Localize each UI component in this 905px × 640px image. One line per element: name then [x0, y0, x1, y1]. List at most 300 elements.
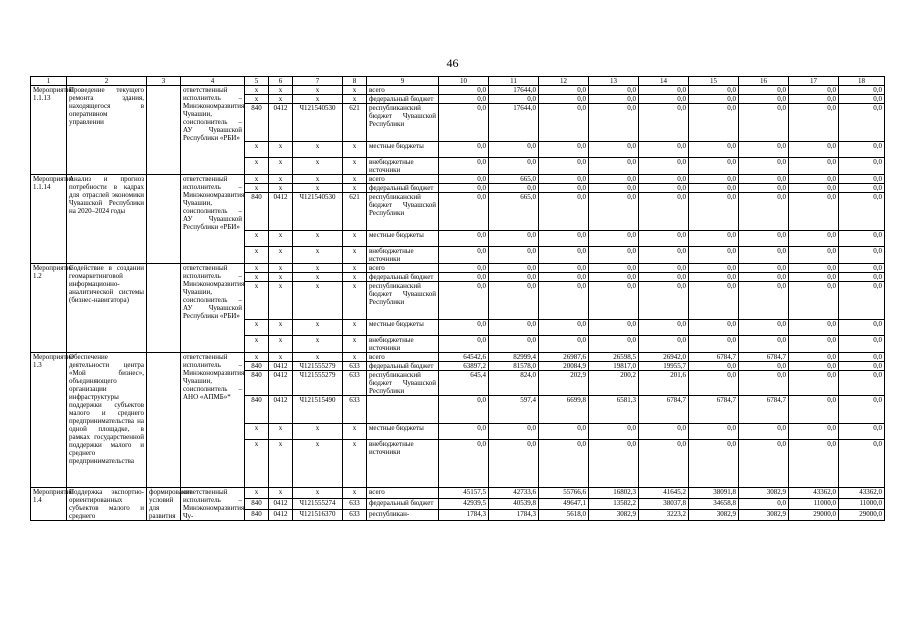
amount-cell: 0,0 — [689, 193, 739, 231]
amount-cell: 0,0 — [639, 336, 689, 353]
amount-cell: 0,0 — [589, 158, 639, 175]
amount-cell: 0,0 — [789, 193, 839, 231]
amount-cell: 0,0 — [639, 86, 689, 95]
expense-type-code: x — [343, 282, 367, 320]
expense-type-code: x — [343, 247, 367, 264]
expense-type-code: 633 — [343, 362, 367, 371]
expense-type-code: 633 — [343, 371, 367, 396]
measure-goal: формирование условий для развития — [147, 488, 181, 521]
measure-name: Обеспечение деятельности центра «Мой бизнес», объединяющего организации инфраструктуры поддержки субъектов малого и среднего предпринимательства на одной площадке, в рамках государственной поддержки малого и среднего предпринимательства — [67, 353, 147, 488]
header-cell: 5 — [245, 77, 269, 86]
amount-cell: 0,0 — [589, 336, 639, 353]
amount-cell: 0,0 — [439, 440, 489, 488]
amount-cell: 0,0 — [789, 247, 839, 264]
funding-source: федеральный бюджет — [367, 362, 439, 371]
amount-cell: 0,0 — [639, 142, 689, 158]
amount-cell: 0,0 — [539, 424, 589, 440]
amount-cell: 645,4 — [439, 371, 489, 396]
amount-cell: 0,0 — [439, 95, 489, 104]
header-cell: 15 — [689, 77, 739, 86]
amount-cell: 0,0 — [689, 247, 739, 264]
section-code: x — [269, 424, 293, 440]
amount-cell: 19955,7 — [639, 362, 689, 371]
amount-cell: 0,0 — [639, 273, 689, 282]
grbs-code: x — [245, 247, 269, 264]
expense-type-code: 621 — [343, 193, 367, 231]
amount-cell: 0,0 — [839, 184, 885, 193]
amount-cell: 0,0 — [789, 396, 839, 424]
grbs-code: x — [245, 175, 269, 184]
amount-cell: 0,0 — [839, 273, 885, 282]
amount-cell: 0,0 — [539, 104, 589, 142]
grbs-code: x — [245, 282, 269, 320]
section-code: 0412 — [269, 362, 293, 371]
amount-cell: 0,0 — [589, 193, 639, 231]
measure-executor: ответственный исполнитель – Минэкономразвития Чувашии, соисполнитель – АУ Чувашской Республики «РБИ» — [181, 264, 245, 353]
table-row — [31, 86, 885, 95]
amount-cell: 0,0 — [489, 231, 539, 247]
amount-cell: 34658,8 — [689, 499, 739, 510]
amount-cell: 0,0 — [689, 273, 739, 282]
table-row — [31, 264, 885, 273]
amount-cell: 42939,5 — [439, 499, 489, 510]
header-cell: 11 — [489, 77, 539, 86]
amount-cell: 0,0 — [439, 396, 489, 424]
amount-cell: 0,0 — [789, 175, 839, 184]
amount-cell: 0,0 — [589, 104, 639, 142]
target-article-code: x — [293, 440, 343, 488]
amount-cell: 19817,0 — [589, 362, 639, 371]
funding-source: федеральный бюджет — [367, 184, 439, 193]
expense-type-code: x — [343, 184, 367, 193]
section-code: x — [269, 184, 293, 193]
grbs-code: 840 — [245, 193, 269, 231]
expense-type-code: 621 — [343, 104, 367, 142]
section-code: x — [269, 264, 293, 273]
amount-cell: 45157,5 — [439, 488, 489, 499]
amount-cell: 0,0 — [439, 104, 489, 142]
section-code: 0412 — [269, 104, 293, 142]
amount-cell: 0,0 — [439, 264, 489, 273]
amount-cell: 0,0 — [589, 273, 639, 282]
page-number: 46 — [446, 56, 459, 70]
measure-executor: ответственный исполнитель – Минэкономразвития Чувашии, соисполнитель – АУ Чувашской Республики «РБИ» — [181, 175, 245, 264]
target-article-code: Ч121515490 — [293, 396, 343, 424]
amount-cell: 0,0 — [589, 231, 639, 247]
amount-cell: 0,0 — [489, 184, 539, 193]
amount-cell: 597,4 — [489, 396, 539, 424]
target-article-code: x — [293, 336, 343, 353]
grbs-code: x — [245, 353, 269, 362]
amount-cell: 0,0 — [689, 371, 739, 396]
amount-cell: 0,0 — [789, 440, 839, 488]
grbs-code: 840 — [245, 396, 269, 424]
amount-cell: 3082,9 — [689, 510, 739, 521]
amount-cell: 0,0 — [489, 247, 539, 264]
budget-table — [30, 76, 885, 521]
amount-cell: 0,0 — [539, 320, 589, 336]
amount-cell: 0,0 — [439, 158, 489, 175]
amount-cell: 0,0 — [739, 371, 789, 396]
amount-cell: 0,0 — [689, 104, 739, 142]
funding-source: внебюджетные источники — [367, 247, 439, 264]
grbs-code: x — [245, 336, 269, 353]
measure-executor: ответственный исполнитель – Минэкономразвития Чу- — [181, 488, 245, 521]
target-article-code: x — [293, 353, 343, 362]
amount-cell: 0,0 — [839, 353, 885, 362]
section-code: x — [269, 142, 293, 158]
header-row — [31, 77, 885, 86]
amount-cell: 0,0 — [839, 320, 885, 336]
measure-name: Анализ и прогноз потребности в кадрах для отраслей экономики Чувашской Республики на 2020–2024 годы — [67, 175, 147, 264]
expense-type-code: x — [343, 158, 367, 175]
section-code: x — [269, 273, 293, 282]
amount-cell: 0,0 — [739, 264, 789, 273]
section-code: x — [269, 440, 293, 488]
measure-code: Мероприятие 1.4 — [31, 488, 67, 521]
funding-source: всего — [367, 264, 439, 273]
target-article-code: x — [293, 231, 343, 247]
expense-type-code: x — [343, 175, 367, 184]
amount-cell: 0,0 — [489, 273, 539, 282]
amount-cell: 0,0 — [539, 175, 589, 184]
funding-source: всего — [367, 175, 439, 184]
amount-cell: 3082,9 — [739, 488, 789, 499]
target-article-code: x — [293, 320, 343, 336]
measure-name: Содействие в создании геомаркетинговой информационно-аналитической системы (бизнес-навигатора) — [67, 264, 147, 353]
target-article-code: Ч121540530 — [293, 193, 343, 231]
funding-source: всего — [367, 488, 439, 499]
section-code: x — [269, 336, 293, 353]
target-article-code: Ч121516370 — [293, 510, 343, 521]
section-code: x — [269, 353, 293, 362]
amount-cell: 0,0 — [739, 95, 789, 104]
amount-cell: 0,0 — [689, 86, 739, 95]
amount-cell: 0,0 — [639, 424, 689, 440]
grbs-code: 840 — [245, 499, 269, 510]
target-article-code: Ч121555279 — [293, 371, 343, 396]
amount-cell: 202,9 — [539, 371, 589, 396]
funding-source: местные бюджеты — [367, 142, 439, 158]
expense-type-code: 633 — [343, 396, 367, 424]
amount-cell: 64542,6 — [439, 353, 489, 362]
amount-cell: 0,0 — [739, 184, 789, 193]
amount-cell: 200,2 — [589, 371, 639, 396]
amount-cell: 0,0 — [839, 362, 885, 371]
amount-cell: 41645,2 — [639, 488, 689, 499]
grbs-code: x — [245, 424, 269, 440]
amount-cell: 0,0 — [839, 142, 885, 158]
section-code: x — [269, 320, 293, 336]
grbs-code: x — [245, 273, 269, 282]
amount-cell: 0,0 — [689, 142, 739, 158]
amount-cell: 0,0 — [739, 86, 789, 95]
funding-source — [367, 396, 439, 424]
amount-cell: 42733,6 — [489, 488, 539, 499]
funding-source: местные бюджеты — [367, 424, 439, 440]
amount-cell: 0,0 — [839, 371, 885, 396]
header-cell: 13 — [589, 77, 639, 86]
section-code: x — [269, 231, 293, 247]
grbs-code: 840 — [245, 362, 269, 371]
amount-cell: 0,0 — [689, 336, 739, 353]
amount-cell: 0,0 — [539, 142, 589, 158]
section-code: 0412 — [269, 371, 293, 396]
amount-cell: 0,0 — [639, 264, 689, 273]
amount-cell: 0,0 — [489, 95, 539, 104]
section-code: x — [269, 247, 293, 264]
amount-cell: 0,0 — [689, 158, 739, 175]
expense-type-code: x — [343, 231, 367, 247]
amount-cell: 0,0 — [839, 396, 885, 424]
amount-cell: 0,0 — [589, 320, 639, 336]
expense-type-code: x — [343, 273, 367, 282]
funding-source: всего — [367, 353, 439, 362]
amount-cell: 0,0 — [739, 231, 789, 247]
amount-cell: 0,0 — [789, 95, 839, 104]
header-cell: 4 — [181, 77, 245, 86]
amount-cell: 0,0 — [639, 282, 689, 320]
grbs-code: x — [245, 488, 269, 499]
amount-cell: 0,0 — [739, 499, 789, 510]
amount-cell: 3082,9 — [589, 510, 639, 521]
target-article-code: x — [293, 264, 343, 273]
grbs-code: x — [245, 184, 269, 193]
grbs-code: 840 — [245, 104, 269, 142]
amount-cell: 0,0 — [589, 424, 639, 440]
amount-cell: 0,0 — [839, 158, 885, 175]
amount-cell: 0,0 — [739, 158, 789, 175]
amount-cell: 17644,0 — [489, 104, 539, 142]
amount-cell: 0,0 — [539, 158, 589, 175]
funding-source: республикан- — [367, 510, 439, 521]
expense-type-code: x — [343, 336, 367, 353]
funding-source: местные бюджеты — [367, 231, 439, 247]
header-cell: 6 — [269, 77, 293, 86]
amount-cell: 0,0 — [789, 142, 839, 158]
expense-type-code: x — [343, 440, 367, 488]
amount-cell: 0,0 — [689, 362, 739, 371]
section-code: 0412 — [269, 510, 293, 521]
amount-cell: 6784,7 — [739, 353, 789, 362]
amount-cell: 0,0 — [689, 95, 739, 104]
amount-cell: 0,0 — [489, 282, 539, 320]
amount-cell: 43362,0 — [839, 488, 885, 499]
amount-cell: 0,0 — [639, 104, 689, 142]
amount-cell: 1784,3 — [439, 510, 489, 521]
amount-cell: 0,0 — [489, 142, 539, 158]
amount-cell: 0,0 — [439, 282, 489, 320]
funding-source: внебюджетные источники — [367, 440, 439, 488]
target-article-code: Ч121555274 — [293, 499, 343, 510]
amount-cell: 0,0 — [789, 371, 839, 396]
measure-goal — [147, 86, 181, 175]
amount-cell: 0,0 — [589, 175, 639, 184]
target-article-code: x — [293, 424, 343, 440]
table-row — [31, 488, 885, 499]
header-cell: 9 — [367, 77, 439, 86]
amount-cell: 665,0 — [489, 175, 539, 184]
amount-cell: 0,0 — [589, 440, 639, 488]
amount-cell: 0,0 — [839, 440, 885, 488]
grbs-code: x — [245, 231, 269, 247]
amount-cell: 40539,8 — [489, 499, 539, 510]
expense-type-code: x — [343, 488, 367, 499]
amount-cell: 29000,0 — [839, 510, 885, 521]
amount-cell: 0,0 — [689, 282, 739, 320]
header-cell: 17 — [789, 77, 839, 86]
amount-cell: 0,0 — [639, 95, 689, 104]
grbs-code: 840 — [245, 371, 269, 396]
grbs-code: x — [245, 264, 269, 273]
amount-cell: 0,0 — [539, 264, 589, 273]
amount-cell: 0,0 — [589, 282, 639, 320]
amount-cell: 0,0 — [439, 193, 489, 231]
amount-cell: 0,0 — [839, 86, 885, 95]
target-article-code: x — [293, 86, 343, 95]
amount-cell: 0,0 — [539, 86, 589, 95]
amount-cell: 17644,0 — [489, 86, 539, 95]
amount-cell: 0,0 — [789, 86, 839, 95]
amount-cell: 20084,9 — [539, 362, 589, 371]
amount-cell: 0,0 — [639, 175, 689, 184]
target-article-code: Ч121555279 — [293, 362, 343, 371]
funding-source: федеральный бюджет — [367, 499, 439, 510]
expense-type-code: x — [343, 95, 367, 104]
amount-cell: 0,0 — [789, 158, 839, 175]
amount-cell: 11000,0 — [789, 499, 839, 510]
amount-cell: 0,0 — [739, 247, 789, 264]
funding-source: республиканский бюджет Чувашской Республики — [367, 193, 439, 231]
amount-cell: 6784,7 — [639, 396, 689, 424]
amount-cell: 5618,0 — [539, 510, 589, 521]
amount-cell: 0,0 — [489, 440, 539, 488]
amount-cell: 0,0 — [789, 320, 839, 336]
amount-cell: 6581,3 — [589, 396, 639, 424]
header-cell: 7 — [293, 77, 343, 86]
amount-cell: 0,0 — [539, 336, 589, 353]
amount-cell: 0,0 — [789, 264, 839, 273]
section-code: x — [269, 158, 293, 175]
funding-source: республиканский бюджет Чувашской Республики — [367, 282, 439, 320]
amount-cell: 0,0 — [839, 424, 885, 440]
amount-cell: 0,0 — [589, 142, 639, 158]
amount-cell: 0,0 — [739, 175, 789, 184]
amount-cell: 0,0 — [739, 336, 789, 353]
amount-cell: 0,0 — [439, 336, 489, 353]
amount-cell: 0,0 — [689, 175, 739, 184]
measure-code: Мероприятие 1.1.13 — [31, 86, 67, 175]
measure-executor: ответственный исполнитель – Минэкономразвития Чувашии, соисполнитель – АНО «АПМБ»* — [181, 353, 245, 488]
amount-cell: 0,0 — [839, 104, 885, 142]
amount-cell: 0,0 — [789, 424, 839, 440]
table-row — [31, 175, 885, 184]
grbs-code: x — [245, 320, 269, 336]
section-code: x — [269, 86, 293, 95]
measure-code: Мероприятие 1.2 — [31, 264, 67, 353]
amount-cell: 26987,6 — [539, 353, 589, 362]
amount-cell: 0,0 — [789, 184, 839, 193]
amount-cell: 3082,9 — [739, 510, 789, 521]
amount-cell: 0,0 — [639, 231, 689, 247]
amount-cell: 6699,8 — [539, 396, 589, 424]
amount-cell: 0,0 — [539, 193, 589, 231]
amount-cell: 0,0 — [639, 247, 689, 264]
expense-type-code: x — [343, 142, 367, 158]
amount-cell: 29000,0 — [789, 510, 839, 521]
amount-cell: 0,0 — [439, 231, 489, 247]
header-cell: 16 — [739, 77, 789, 86]
amount-cell: 0,0 — [639, 320, 689, 336]
measure-goal — [147, 264, 181, 353]
amount-cell: 0,0 — [539, 282, 589, 320]
amount-cell: 0,0 — [839, 282, 885, 320]
target-article-code: Ч121540530 — [293, 104, 343, 142]
section-code: x — [269, 282, 293, 320]
amount-cell: 0,0 — [739, 320, 789, 336]
amount-cell: 82999,4 — [489, 353, 539, 362]
grbs-code: x — [245, 158, 269, 175]
grbs-code: x — [245, 440, 269, 488]
amount-cell: 0,0 — [639, 158, 689, 175]
amount-cell: 81578,0 — [489, 362, 539, 371]
section-code: x — [269, 488, 293, 499]
section-code: 0412 — [269, 499, 293, 510]
target-article-code: x — [293, 184, 343, 193]
amount-cell: 0,0 — [539, 247, 589, 264]
target-article-code: x — [293, 158, 343, 175]
target-article-code: x — [293, 95, 343, 104]
amount-cell: 0,0 — [639, 440, 689, 488]
amount-cell: 0,0 — [739, 424, 789, 440]
amount-cell: 0,0 — [789, 104, 839, 142]
funding-source: внебюджетные источники — [367, 336, 439, 353]
section-code: 0412 — [269, 193, 293, 231]
expense-type-code: 633 — [343, 510, 367, 521]
amount-cell: 0,0 — [839, 264, 885, 273]
amount-cell: 0,0 — [439, 320, 489, 336]
amount-cell: 0,0 — [739, 273, 789, 282]
amount-cell: 0,0 — [489, 336, 539, 353]
amount-cell: 16802,3 — [589, 488, 639, 499]
amount-cell: 6784,7 — [689, 353, 739, 362]
amount-cell: 0,0 — [489, 264, 539, 273]
amount-cell: 55766,6 — [539, 488, 589, 499]
amount-cell: 0,0 — [739, 142, 789, 158]
section-code: x — [269, 95, 293, 104]
section-code: x — [269, 175, 293, 184]
amount-cell: 0,0 — [539, 273, 589, 282]
header-cell: 2 — [67, 77, 147, 86]
amount-cell: 665,0 — [489, 193, 539, 231]
grbs-code: x — [245, 86, 269, 95]
amount-cell: 0,0 — [589, 184, 639, 193]
measure-name: Проведение текущего ремонта здания, находящегося в оперативном управлении — [67, 86, 147, 175]
amount-cell: 0,0 — [539, 231, 589, 247]
expense-type-code: x — [343, 424, 367, 440]
funding-source: республиканский бюджет Чувашской Республики — [367, 104, 439, 142]
amount-cell: 0,0 — [739, 193, 789, 231]
amount-cell: 0,0 — [539, 95, 589, 104]
amount-cell: 13582,2 — [589, 499, 639, 510]
amount-cell: 0,0 — [439, 86, 489, 95]
amount-cell: 0,0 — [839, 193, 885, 231]
amount-cell: 26598,5 — [589, 353, 639, 362]
amount-cell: 11000,0 — [839, 499, 885, 510]
funding-source: всего — [367, 86, 439, 95]
funding-source: республиканский бюджет Чувашской Республики — [367, 371, 439, 396]
amount-cell: 0,0 — [789, 231, 839, 247]
